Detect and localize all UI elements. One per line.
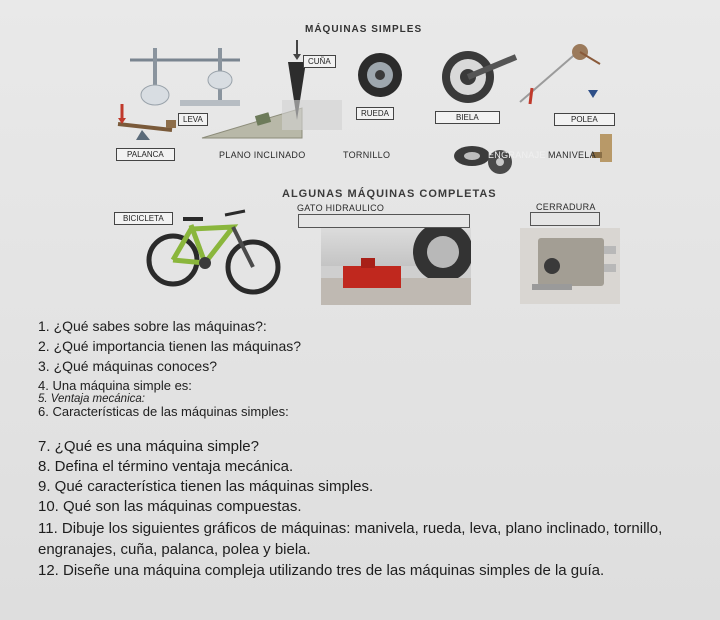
label-cuna: CUÑA	[303, 55, 336, 68]
question-12: 12. Diseñe una máquina compleja utilizando tres de las máquinas simples de la guía.	[38, 562, 605, 579]
manivela-illustration	[590, 132, 620, 166]
label-plano-inclinado: PLANO INCLINADO	[219, 150, 306, 160]
label-cerradura: CERRADURA	[536, 202, 596, 212]
label-gato-hidraulico: GATO HIDRAULICO	[297, 203, 385, 213]
question-8: 8. Defina el término ventaja mecánica.	[38, 458, 294, 475]
question-4: 4. Una máquina simple es:	[38, 378, 192, 393]
label-polea: POLEA	[554, 113, 615, 126]
question-1: 1. ¿Qué sabes sobre las máquinas?:	[38, 318, 267, 334]
label-box	[298, 214, 470, 228]
question-3: 3. ¿Qué máquinas conoces?	[38, 358, 217, 374]
question-9: 9. Qué característica tienen las máquinas simples.	[38, 478, 374, 495]
label-box	[530, 212, 600, 226]
label-palanca: PALANCA	[116, 148, 175, 161]
label-biela: BIELA	[435, 111, 500, 124]
rueda-illustration	[355, 50, 405, 100]
label-leva: LEVA	[178, 113, 208, 126]
label-rueda: RUEDA	[356, 107, 394, 120]
biela-illustration	[430, 45, 520, 110]
bicycle-illustration	[145, 205, 285, 300]
question-11: 11. Dibuje los siguientes gráficos de máquinas: manivela, rueda, leva, plano inclinado, tornillo, engranajes, cuña, palanca, polea y biela.	[38, 520, 663, 558]
question-7: 7. ¿Qué es una máquina simple?	[38, 438, 259, 455]
question-5: 5. Ventaja mecánica:	[38, 393, 145, 405]
hydraulic-jack-photo	[321, 228, 471, 305]
polea-illustration	[520, 42, 620, 122]
label-manivela: MANIVELA	[548, 150, 596, 160]
palanca-illustration	[110, 100, 185, 145]
compuestas-title: ALGUNAS MÁQUINAS COMPLETAS	[282, 188, 497, 200]
label-engranaje: ENGRANAJE	[488, 150, 546, 160]
label-tornillo: TORNILLO	[343, 150, 391, 160]
question-6: 6. Características de las máquinas simples:	[38, 404, 289, 419]
question-2: 2. ¿Qué importancia tienen las máquinas?	[38, 338, 302, 354]
label-bicicleta: BICICLETA	[114, 212, 173, 225]
lock-photo	[520, 228, 620, 304]
figure-title: MÁQUINAS SIMPLES	[305, 24, 423, 35]
question-10: 10. Qué son las máquinas compuestas.	[38, 498, 302, 515]
